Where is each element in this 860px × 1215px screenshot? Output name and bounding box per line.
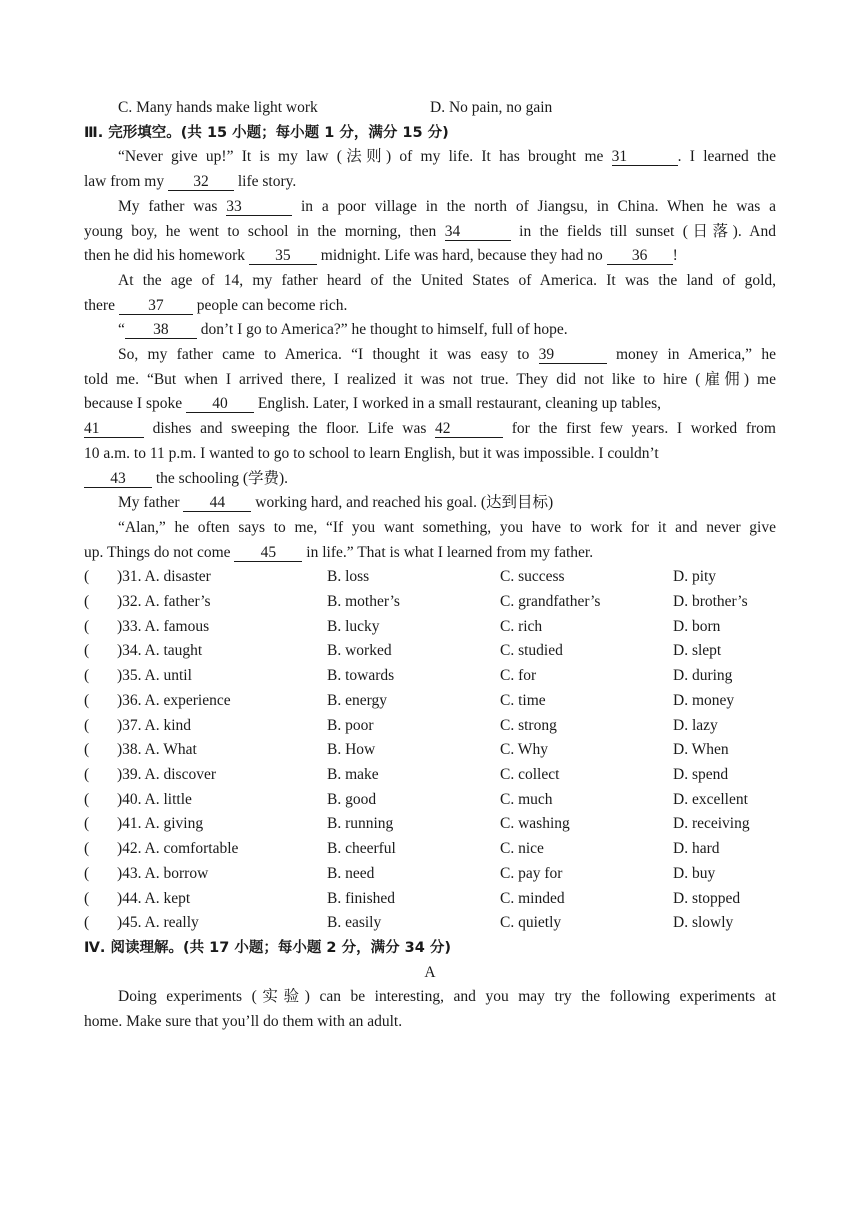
option-a: )35. A. until [117, 667, 192, 685]
blank-31[interactable]: 31 [612, 148, 678, 166]
passage-line: “Alan,” he often says to me, “If you want something, you have to work for it and never give [118, 518, 776, 536]
option-a: )37. A. kind [117, 716, 192, 734]
option-b: B. poor [327, 716, 374, 734]
answer-paren[interactable]: ( [84, 741, 90, 759]
option-b: B. mother’s [327, 593, 400, 611]
option-b: B. need [327, 864, 375, 882]
option-c: C. Many hands make light work [118, 99, 318, 116]
passage-line: “ 38 don’t I go to America?” he thought to himself, full of hope. [118, 321, 568, 339]
option-b: B. towards [327, 667, 395, 685]
question-row [84, 639, 776, 664]
blank-38[interactable]: 38 [125, 321, 197, 339]
passage-line: up. Things do not come 45 in life.” That is what I learned from my father. [84, 543, 594, 561]
question-row [84, 837, 776, 862]
question-list [84, 565, 776, 936]
option-d: D. pity [673, 568, 717, 586]
option-d: D. money [673, 691, 735, 709]
option-a: )34. A. taught [117, 642, 203, 660]
option-b: B. energy [327, 691, 387, 709]
question-row [84, 812, 776, 837]
option-c: C. for [500, 667, 537, 685]
option-c: C. minded [500, 889, 565, 907]
question-row [84, 911, 776, 936]
option-b: B. How [327, 741, 376, 759]
reading-intro-line: Doing experiments (实验) can be interesting, and you may try the following experiments at [118, 988, 776, 1006]
option-c: C. studied [500, 642, 563, 660]
option-d: D. during [673, 667, 733, 685]
passage-line: 43 the schooling (学费). [84, 467, 776, 492]
option-b: B. loss [327, 568, 370, 586]
option-a: )42. A. comfortable [117, 840, 239, 858]
blank-43[interactable]: 43 [84, 470, 152, 488]
blank-45[interactable]: 45 [234, 544, 302, 562]
option-d: D. slept [673, 642, 722, 660]
option-b: B. lucky [327, 617, 380, 635]
reading-intro-line: home. Make sure that you’ll do them with an adult. [84, 1013, 403, 1031]
option-a: )43. A. borrow [117, 864, 209, 882]
option-a: )36. A. experience [117, 691, 231, 709]
blank-33[interactable]: 33 [226, 198, 292, 216]
option-c: C. collect [500, 765, 560, 783]
option-b: B. good [327, 790, 377, 808]
option-b: B. finished [327, 889, 396, 907]
question-row [84, 862, 776, 887]
option-d: D. lazy [673, 716, 718, 734]
option-b: B. cheerful [327, 840, 396, 858]
section-4-heading: Ⅳ. 阅读理解。(共 17 小题；每小题 2 分，满分 34 分) [84, 939, 451, 956]
option-d: D. born [673, 617, 721, 635]
answer-paren[interactable]: ( [84, 642, 90, 660]
option-b: B. worked [327, 642, 392, 660]
question-row [84, 788, 776, 813]
answer-paren[interactable]: ( [84, 716, 90, 734]
option-a: )41. A. giving [117, 815, 204, 833]
option-a: )39. A. discover [117, 765, 217, 783]
option-a: )45. A. really [117, 914, 199, 932]
passage-line: 10 a.m. to 11 p.m. I wanted to go to school to learn English, but it was impossible. I couldn’t [84, 444, 659, 462]
question-row [84, 714, 776, 739]
blank-35[interactable]: 35 [249, 247, 317, 265]
question-row [84, 590, 776, 615]
option-c: C. time [500, 691, 546, 709]
question-row [84, 763, 776, 788]
answer-paren[interactable]: ( [84, 914, 90, 932]
option-b: B. easily [327, 914, 382, 932]
option-c: C. washing [500, 815, 570, 833]
answer-paren[interactable]: ( [84, 765, 90, 783]
option-d: D. brother’s [673, 593, 748, 611]
passage-line: because I spoke 40 English. Later, I worked in a small restaurant, cleaning up tables, [84, 395, 661, 413]
passage-line: law from my 32 life story. [84, 173, 297, 191]
blank-41[interactable]: 41 [84, 420, 144, 438]
passage-line: “Never give up!” It is my law (法则) of my life. It has brought me 31 . I learned the [118, 148, 776, 166]
passage-line: So, my father came to America. “I thought it was easy to 39 money in America,” he [118, 346, 776, 364]
cloze-passage [84, 145, 776, 565]
option-c: C. Why [500, 741, 548, 759]
answer-paren[interactable]: ( [84, 691, 90, 709]
answer-paren[interactable]: ( [84, 815, 90, 833]
option-a: )44. A. kept [117, 889, 191, 907]
blank-37[interactable]: 37 [119, 297, 193, 315]
answer-paren[interactable]: ( [84, 617, 90, 635]
option-d: D. spend [673, 765, 729, 783]
option-d: D. buy [673, 864, 716, 882]
question-row [84, 887, 776, 912]
answer-paren[interactable]: ( [84, 568, 90, 586]
passage-line: there 37 people can become rich. [84, 296, 348, 314]
option-c: C. pay for [500, 864, 563, 882]
option-c: C. nice [500, 840, 544, 858]
option-a: )38. A. What [117, 741, 197, 759]
answer-paren[interactable]: ( [84, 790, 90, 808]
option-c: C. much [500, 790, 553, 808]
option-c: C. grandfather’s [500, 593, 601, 611]
option-c: C. rich [500, 617, 543, 635]
option-d: D. No pain, no gain [430, 99, 553, 116]
question-row [84, 689, 776, 714]
option-a: )32. A. father’s [117, 593, 211, 611]
previous-question-options [84, 96, 776, 121]
blank-32[interactable]: 32 [168, 173, 234, 191]
answer-paren[interactable]: ( [84, 840, 90, 858]
exam-page [84, 96, 776, 1035]
blank-44[interactable]: 44 [183, 494, 251, 512]
option-d: D. stopped [673, 889, 741, 907]
option-d: D. When [673, 741, 729, 759]
option-c: C. success [500, 568, 565, 586]
part-label: A [424, 963, 436, 981]
passage-line: My father 44 working hard, and reached his goal. (达到目标) [118, 494, 554, 512]
answer-paren[interactable]: ( [84, 593, 90, 611]
option-b: B. make [327, 765, 379, 783]
blank-34[interactable]: 34 [445, 223, 511, 241]
option-c: C. strong [500, 716, 557, 734]
question-row [84, 738, 776, 763]
section-3-heading: Ⅲ. 完形填空。(共 15 小题；每小题 1 分，满分 15 分) [84, 124, 449, 141]
blank-40[interactable]: 40 [186, 395, 254, 413]
passage-line: 41 dishes and sweeping the floor. Life was 42 for the first few years. I worked from [84, 420, 776, 438]
blank-39[interactable]: 39 [539, 346, 607, 364]
option-a: )40. A. little [117, 790, 192, 808]
option-c: C. quietly [500, 914, 562, 932]
passage-line: told me. “But when I arrived there, I realized it was not true. They did not like to hire (雇佣) me [84, 370, 776, 388]
passage-line: young boy, he went to school in the morning, then 34 in the fields till sunset (日落). And [84, 222, 776, 240]
question-row [84, 565, 776, 590]
option-a: )33. A. famous [117, 617, 210, 635]
option-d: D. receiving [673, 815, 750, 833]
option-b: B. running [327, 815, 394, 833]
answer-paren[interactable]: ( [84, 889, 90, 907]
passage-line: then he did his homework 35 midnight. Life was hard, because they had no 36 ! [84, 247, 678, 265]
answer-paren[interactable]: ( [84, 667, 90, 685]
blank-36[interactable]: 36 [607, 247, 673, 265]
option-d: D. excellent [673, 790, 748, 808]
option-d: D. slowly [673, 914, 734, 932]
option-a: )31. A. disaster [117, 568, 211, 586]
passage-line: My father was 33 in a poor village in the north of Jiangsu, in China. When he was a [118, 197, 777, 215]
answer-paren[interactable]: ( [84, 864, 90, 882]
blank-42[interactable]: 42 [435, 420, 503, 438]
passage-line: At the age of 14, my father heard of the United States of America. It was the land of gold, [118, 271, 776, 289]
option-d: D. hard [673, 840, 720, 858]
question-row [84, 664, 776, 689]
question-row [84, 615, 776, 640]
